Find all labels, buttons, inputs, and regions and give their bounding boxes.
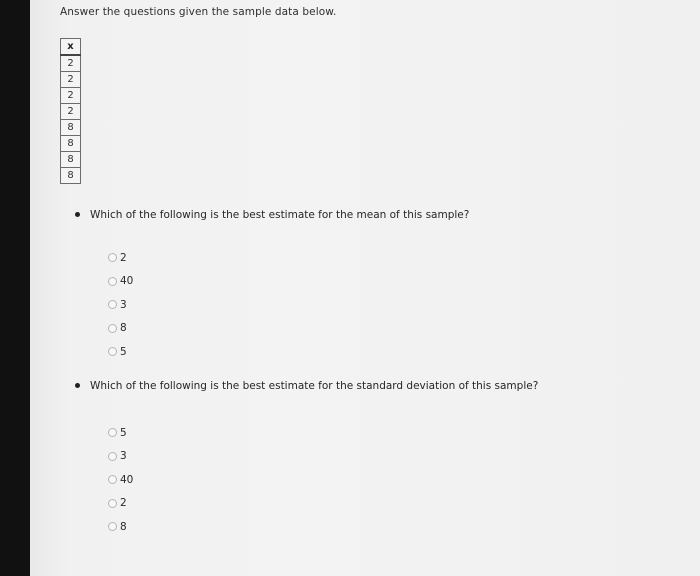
bullet-icon <box>75 383 80 388</box>
radio-button-icon[interactable] <box>108 300 117 309</box>
question-std-dev <box>75 380 538 392</box>
table-cell: 2 <box>61 88 81 104</box>
table-row <box>61 88 81 104</box>
question-mean-text: Which of the following is the best estimate for the mean of this sample? <box>90 209 470 221</box>
radio-button-icon[interactable] <box>108 522 117 531</box>
radio-button-icon[interactable] <box>108 347 117 356</box>
table-cell: 8 <box>61 136 81 152</box>
std-dev-option-2[interactable] <box>108 492 133 516</box>
table-cell: 8 <box>61 152 81 168</box>
table-row <box>61 168 81 184</box>
table-row <box>61 72 81 88</box>
option-label: 3 <box>120 298 127 311</box>
table-row <box>61 104 81 120</box>
mean-option-8[interactable] <box>108 317 133 341</box>
option-label: 2 <box>120 497 127 510</box>
radio-button-icon[interactable] <box>108 253 117 262</box>
table-header-x: x <box>61 39 81 56</box>
radio-button-icon[interactable] <box>108 475 117 484</box>
question-std-dev-text: Which of the following is the best estimate for the standard deviation of this sample? <box>90 380 539 392</box>
instructions-text: Answer the questions given the sample data below. <box>60 6 337 18</box>
table-row <box>61 55 81 72</box>
table-cell: 2 <box>61 55 81 72</box>
radio-button-icon[interactable] <box>108 277 117 286</box>
radio-button-icon[interactable] <box>108 324 117 333</box>
mean-option-40[interactable] <box>108 270 133 294</box>
radio-button-icon[interactable] <box>108 428 117 437</box>
std-dev-option-3[interactable] <box>108 445 133 469</box>
mean-option-3[interactable] <box>108 293 133 317</box>
mean-option-5[interactable] <box>108 340 133 364</box>
mean-option-2[interactable] <box>108 246 133 270</box>
option-label: 40 <box>120 473 134 486</box>
std-dev-option-8[interactable] <box>108 515 133 539</box>
table-row <box>61 152 81 168</box>
std-dev-option-40[interactable] <box>108 468 133 492</box>
table-row <box>61 136 81 152</box>
table-cell: 8 <box>61 120 81 136</box>
table-cell: 2 <box>61 72 81 88</box>
radio-button-icon[interactable] <box>108 452 117 461</box>
radio-button-icon[interactable] <box>108 499 117 508</box>
option-label: 40 <box>120 275 134 288</box>
table-cell: 8 <box>61 168 81 184</box>
option-label: 8 <box>120 520 127 533</box>
option-label: 5 <box>120 345 127 358</box>
bullet-icon <box>75 212 80 217</box>
option-label: 3 <box>120 450 127 463</box>
sample-data-table <box>60 38 81 184</box>
table-header-row <box>61 39 81 56</box>
option-label: 5 <box>120 426 127 439</box>
worksheet-page <box>30 0 700 576</box>
mean-options <box>108 246 133 364</box>
std-dev-options <box>108 421 133 539</box>
table-row <box>61 120 81 136</box>
option-label: 2 <box>120 251 127 264</box>
option-label: 8 <box>120 322 127 335</box>
question-mean <box>75 209 469 221</box>
std-dev-option-5[interactable] <box>108 421 133 445</box>
table-cell: 2 <box>61 104 81 120</box>
